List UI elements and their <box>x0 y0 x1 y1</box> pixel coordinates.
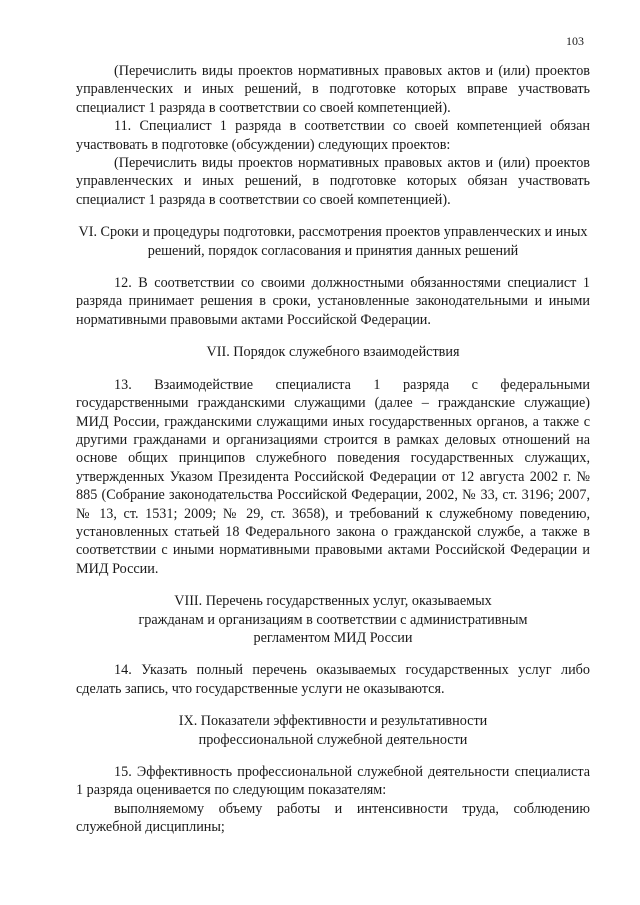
section-heading-ix-line-2: профессиональной служебной деятельности <box>198 731 468 748</box>
section-heading-ix <box>76 712 590 749</box>
section-heading-viii-line-3: регламентом МИД России <box>253 629 413 646</box>
paragraph-15-item: выполняемому объему работы и интенсивности труда, соблюдению служебной дисциплины; <box>76 800 590 836</box>
paragraph-list-1: (Перечислить виды проектов нормативных правовых актов и (или) проектов управленческих и иных решений, в подготовке которых вправе участвовать специалист 1 разряда в соответствии со своей компетенцией). <box>76 63 590 116</box>
document-body <box>76 62 590 837</box>
section-heading-viii-line-1: VIII. Перечень государственных услуг, оказываемых <box>174 593 492 610</box>
paragraph-12: 12. В соответствии со своими должностными обязанностями специалист 1 разряда принимает решения в сроки, установленные законодательными и иными нормативными правовыми актами Российской Федерации. <box>76 275 590 328</box>
section-heading-vii: VII. Порядок служебного взаимодействия <box>206 344 460 361</box>
section-heading-vi: VI. Сроки и процедуры подготовки, рассмотрения проектов управленческих и иных решений, порядок согласования и принятия данных решений <box>78 224 588 259</box>
section-heading-ix-line-1: IX. Показатели эффективности и результативности <box>178 713 488 730</box>
section-heading-viii-line-2: гражданам и организациям в соответствии с административным <box>138 611 528 628</box>
paragraph-11: 11. Специалист 1 разряда в соответствии со своей компетенцией обязан участвовать в подготовке (обсуждении) следующих проектов: <box>76 118 590 153</box>
paragraph-15: 15. Эффективность профессиональной служебной деятельности специалиста 1 разряда оценивается по следующим показателям: <box>76 764 590 799</box>
paragraph-list-2: (Перечислить виды проектов нормативных правовых актов и (или) проектов управленческих и иных решений, в подготовке которых обязан участвовать специалист 1 разряда в соответствии со своей компетенцией). <box>76 155 590 208</box>
page-number: 103 <box>566 34 584 48</box>
paragraph-14: 14. Указать полный перечень оказываемых государственных услуг либо сделать запись, что государственные услуги не оказываются. <box>76 662 590 697</box>
paragraph-13: 13. Взаимодействие специалиста 1 разряда с федеральными государственными гражданскими служащими (далее – гражданские служащие) МИД России, гражданскими служащими иных государственных органов, а также с другими гражданами и организациями строится в рамках деловых отношений на основе общих принципов служебного поведения государственных служащих, утвержденных Указом Президента Российской Федерации от 12 августа 2002 г. № 885 (Собрание законодательства Российской Федерации, 2002, № 33, ст. 3196; 2007, № 13, ст. 1531; 2009; № 29, ст. 3658), и требований к служебному поведению, установленных статьей 18 Федерального закона о гражданской службе, а также в соответствии с иными нормативными правовыми актами Российской Федерации и МИД России. <box>76 376 590 577</box>
section-heading-viii <box>76 592 590 647</box>
